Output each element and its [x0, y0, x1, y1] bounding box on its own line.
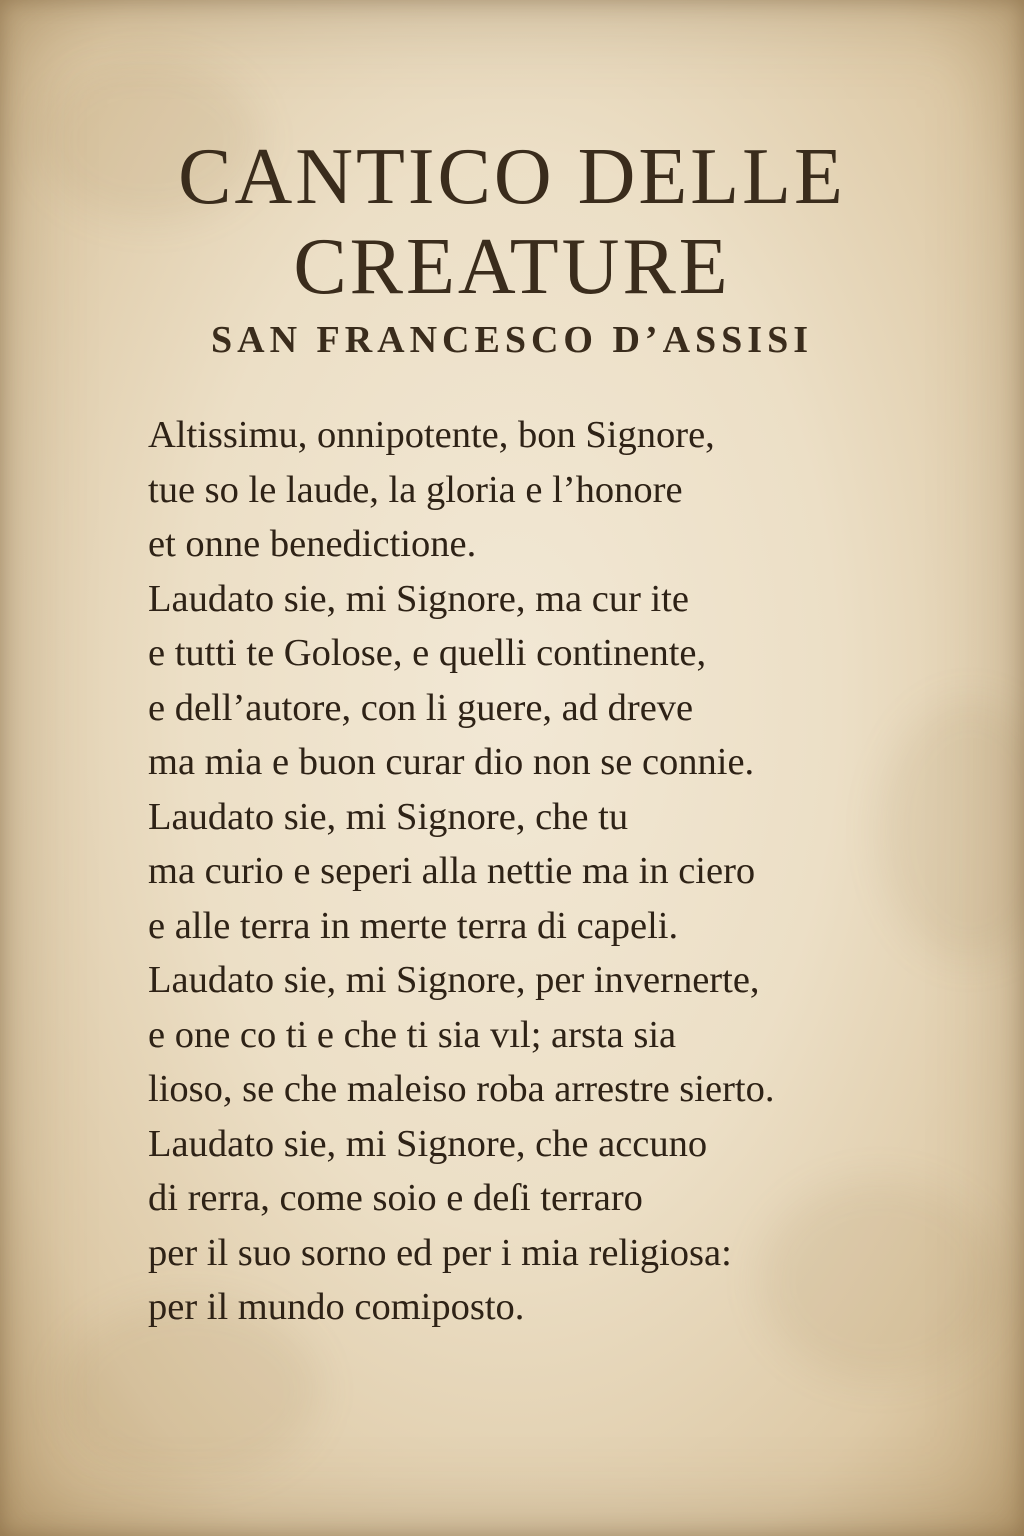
- title-line-1: CANTICO DELLE: [178, 133, 846, 221]
- verse-line: Laudato sie, mi Signore, ma cur ite: [148, 577, 689, 620]
- verse-line: Laudato sie, mi Signore, che accuno: [148, 1122, 708, 1165]
- page-title: [0, 132, 1024, 312]
- verse-line: e dell’autore, con li guere, ad dreve: [148, 686, 694, 729]
- verse-line: e one co ti e che ti sia vıl; arsta sia: [148, 1013, 677, 1056]
- verse-line: Laudato sie, mi Signore, per invernerte,: [148, 959, 760, 1001]
- verse-line: lioso, se che maleiso roba arrestre sierto.: [148, 1068, 775, 1110]
- title-line-2: CREATURE: [293, 223, 731, 311]
- verse-line: ma curio e seperi alla nettie ma in ciero: [148, 850, 756, 892]
- poem-body: [148, 408, 928, 1335]
- verse-line: tue so le laude, la gloria e l’honore: [148, 468, 683, 511]
- verse-line: e alle terra in merte terra di capeli.: [148, 904, 679, 947]
- verse-line: et onne benedictione.: [148, 523, 477, 565]
- verse-line: Laudato sie, mi Signore, che tu: [148, 795, 629, 838]
- author-subtitle: SAN FRANCESCO D’ASSISI: [211, 319, 813, 361]
- verse-line: e tutti te Golose, e quelli continente,: [148, 632, 707, 674]
- verse-line: per il suo sorno ed per i mia religiosa:: [148, 1231, 732, 1274]
- verse-line: Altissimu, onnipotente, bon Signore,: [148, 414, 715, 456]
- verse-line: ma mia e buon curar dio non se connie.: [148, 741, 755, 783]
- verse-line: di rerra, come soio e deſi terraro: [148, 1177, 643, 1219]
- verse-line: per il mundo comiposto.: [148, 1286, 525, 1328]
